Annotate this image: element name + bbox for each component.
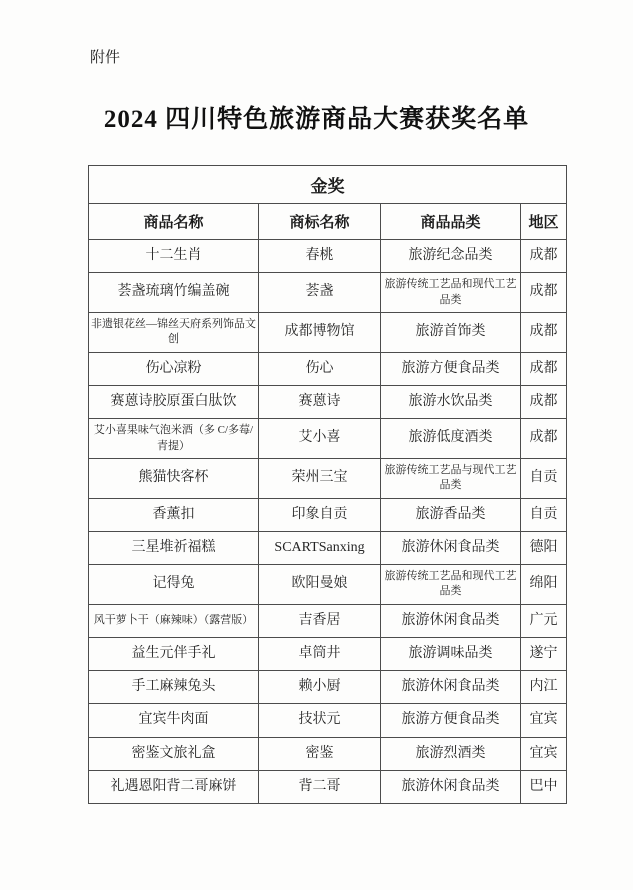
- award-table: [88, 165, 567, 804]
- brand-name-cell: 赛蒽诗: [259, 385, 381, 418]
- product-name-cell: 宜宾牛肉面: [89, 704, 259, 737]
- category-cell: 旅游方便食品类: [381, 704, 521, 737]
- category-cell: 旅游休闲食品类: [381, 604, 521, 637]
- region-cell: 宜宾: [521, 737, 567, 770]
- column-header-product-name: 商品名称: [89, 204, 259, 240]
- category-cell: 旅游休闲食品类: [381, 531, 521, 564]
- brand-name-cell: 背二哥: [259, 770, 381, 803]
- category-cell: 旅游烈酒类: [381, 737, 521, 770]
- brand-name-cell: 伤心: [259, 352, 381, 385]
- product-name-cell: 礼遇恩阳背二哥麻饼: [89, 770, 259, 803]
- category-cell: 旅游低度酒类: [381, 419, 521, 459]
- product-name-cell: 益生元伴手礼: [89, 638, 259, 671]
- table-body: [89, 240, 567, 804]
- category-cell: 旅游休闲食品类: [381, 770, 521, 803]
- category-cell: 旅游调味品类: [381, 638, 521, 671]
- region-cell: 自贡: [521, 498, 567, 531]
- column-header-region: 地区: [521, 204, 567, 240]
- attachment-label: 附件: [90, 50, 121, 66]
- region-cell: 成都: [521, 273, 567, 313]
- brand-name-cell: 成都博物馆: [259, 312, 381, 352]
- brand-name-cell: 荣州三宝: [259, 458, 381, 498]
- table-row: [89, 385, 567, 418]
- table-row: [89, 671, 567, 704]
- category-cell: 旅游传统工艺品和现代工艺品类: [381, 565, 521, 605]
- product-name-cell: 三星堆祈福糕: [89, 531, 259, 564]
- product-name-cell: 记得兔: [89, 565, 259, 605]
- product-name-cell: 艾小喜果味气泡米酒（多 C/多莓/青提）: [89, 419, 259, 459]
- table-row: [89, 770, 567, 803]
- brand-name-cell: 吉香居: [259, 604, 381, 637]
- table-row: [89, 565, 567, 605]
- table-row: [89, 240, 567, 273]
- brand-name-cell: 密鉴: [259, 737, 381, 770]
- category-cell: 旅游香品类: [381, 498, 521, 531]
- table-row: [89, 498, 567, 531]
- region-cell: 宜宾: [521, 704, 567, 737]
- table-row: [89, 531, 567, 564]
- product-name-cell: 密鉴文旅礼盒: [89, 737, 259, 770]
- category-cell: 旅游传统工艺品和现代工艺品类: [381, 273, 521, 313]
- brand-name-cell: 印象自贡: [259, 498, 381, 531]
- table-row: [89, 352, 567, 385]
- table-row: [89, 312, 567, 352]
- region-cell: 成都: [521, 312, 567, 352]
- region-cell: 内江: [521, 671, 567, 704]
- section-header-row: [89, 166, 567, 204]
- product-name-cell: 香薰扣: [89, 498, 259, 531]
- region-cell: 自贡: [521, 458, 567, 498]
- region-cell: 广元: [521, 604, 567, 637]
- table-header-row: [89, 204, 567, 240]
- column-header-product-category: 商品品类: [381, 204, 521, 240]
- region-cell: 成都: [521, 385, 567, 418]
- brand-name-cell: 赖小厨: [259, 671, 381, 704]
- table-row: [89, 737, 567, 770]
- column-header-brand-name: 商标名称: [259, 204, 381, 240]
- category-cell: 旅游纪念品类: [381, 240, 521, 273]
- product-name-cell: 熊猫快客杯: [89, 458, 259, 498]
- brand-name-cell: 艾小喜: [259, 419, 381, 459]
- product-name-cell: 风干萝卜干（麻辣味）（露营版）: [89, 604, 259, 637]
- brand-name-cell: 春桃: [259, 240, 381, 273]
- product-name-cell: 十二生肖: [89, 240, 259, 273]
- table-row: [89, 604, 567, 637]
- product-name-cell: 伤心凉粉: [89, 352, 259, 385]
- brand-name-cell: SCARTSanxing: [259, 531, 381, 564]
- table-row: [89, 419, 567, 459]
- region-cell: 绵阳: [521, 565, 567, 605]
- table-row: [89, 273, 567, 313]
- table-row: [89, 638, 567, 671]
- category-cell: 旅游方便食品类: [381, 352, 521, 385]
- product-name-cell: 非遗银花丝—锦丝天府系列饰品文创: [89, 312, 259, 352]
- category-cell: 旅游传统工艺品与现代工艺品类: [381, 458, 521, 498]
- brand-name-cell: 荟盏: [259, 273, 381, 313]
- product-name-cell: 赛蒽诗胶原蛋白肽饮: [89, 385, 259, 418]
- category-cell: 旅游首饰类: [381, 312, 521, 352]
- region-cell: 成都: [521, 240, 567, 273]
- region-cell: 德阳: [521, 531, 567, 564]
- region-cell: 巴中: [521, 770, 567, 803]
- region-cell: 遂宁: [521, 638, 567, 671]
- category-cell: 旅游休闲食品类: [381, 671, 521, 704]
- brand-name-cell: 卓筒井: [259, 638, 381, 671]
- page-title: 2024 四川特色旅游商品大赛获奖名单: [103, 106, 530, 133]
- category-cell: 旅游水饮品类: [381, 385, 521, 418]
- product-name-cell: 荟盏琉璃竹编盖碗: [89, 273, 259, 313]
- brand-name-cell: 欧阳曼娘: [259, 565, 381, 605]
- region-cell: 成都: [521, 419, 567, 459]
- section-header-gold-award: 金奖: [89, 166, 567, 204]
- table-row: [89, 704, 567, 737]
- region-cell: 成都: [521, 352, 567, 385]
- table-row: [89, 458, 567, 498]
- product-name-cell: 手工麻辣兔头: [89, 671, 259, 704]
- brand-name-cell: 技状元: [259, 704, 381, 737]
